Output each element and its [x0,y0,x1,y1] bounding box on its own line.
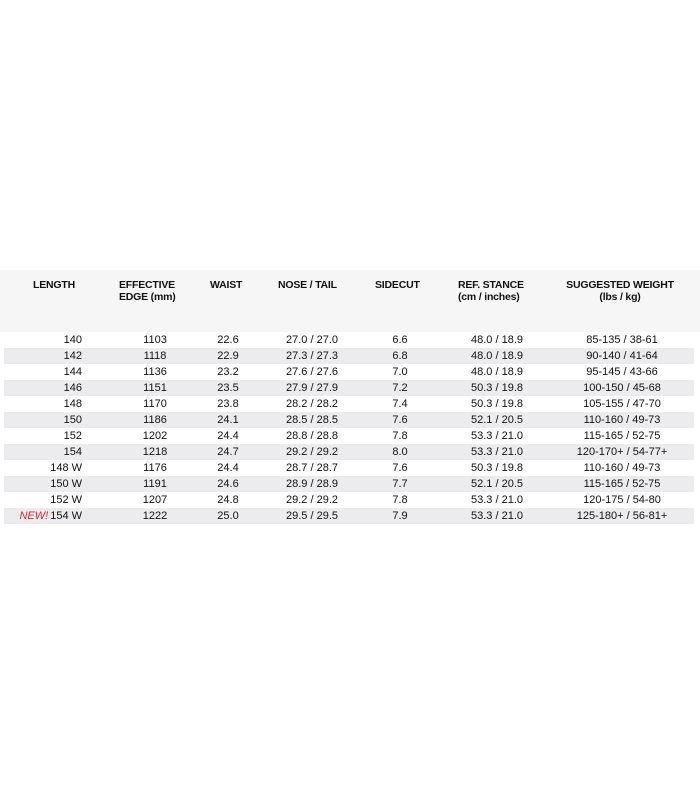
cell-waist: 24.4 [217,462,239,474]
table-row [4,428,694,444]
header-effective-edge-line2: EDGE (mm) [119,291,176,303]
table-row [4,364,694,380]
header-suggested-weight [564,279,676,303]
cell-suggested-weight: 95-145 / 43-66 [586,366,658,378]
table-row [4,332,694,348]
header-suggested-weight-line2: (lbs / kg) [599,291,641,303]
cell-waist: 24.1 [217,414,239,426]
cell-suggested-weight: 115-165 / 52-75 [583,430,661,442]
cell-ref-stance: 53.3 / 21.0 [471,446,523,458]
header-ref-stance [458,279,524,303]
cell-suggested-weight: 120-175 / 54-80 [583,494,661,506]
cell-nose-tail: 27.6 / 27.6 [286,366,338,378]
header-effective-edge [119,279,176,303]
cell-ref-stance: 50.3 / 19.8 [471,382,523,394]
cell-sidecut: 7.0 [392,366,408,378]
cell-suggested-weight: 125-180+ / 56-81+ [576,510,668,522]
cell-length [50,478,82,490]
cell-length-value: 150 [63,414,82,426]
cell-ref-stance: 52.1 / 20.5 [471,414,523,426]
cell-waist: 24.4 [217,430,239,442]
cell-length-value: 146 [63,382,82,394]
cell-sidecut: 7.7 [392,478,408,490]
cell-ref-stance: 48.0 / 18.9 [471,334,523,346]
cell-ref-stance: 48.0 / 18.9 [471,366,523,378]
header-sidecut: SIDECUT [375,279,420,291]
cell-nose-tail: 29.2 / 29.2 [286,446,338,458]
cell-waist: 22.9 [217,350,239,362]
table-body [0,332,700,524]
cell-ref-stance: 53.3 / 21.0 [471,430,523,442]
cell-nose-tail: 27.9 / 27.9 [286,382,338,394]
cell-effective-edge: 1191 [143,478,167,490]
cell-effective-edge: 1103 [143,334,167,346]
cell-nose-tail: 28.8 / 28.8 [286,430,338,442]
cell-sidecut: 7.2 [392,382,408,394]
cell-nose-tail: 28.7 / 28.7 [286,462,338,474]
cell-ref-stance: 50.3 / 19.8 [471,398,523,410]
header-effective-edge-line1: EFFECTIVE [119,279,175,291]
table-row [4,444,694,460]
cell-effective-edge: 1151 [143,382,167,394]
cell-length [64,414,82,426]
cell-waist: 24.6 [217,478,239,490]
cell-ref-stance: 50.3 / 19.8 [471,462,523,474]
cell-effective-edge: 1186 [143,414,167,426]
table-header [0,270,700,332]
header-suggested-weight-line1: SUGGESTED WEIGHT [566,279,674,291]
table-row [4,396,694,412]
cell-length-value: 142 [63,350,82,362]
cell-ref-stance: 53.3 / 21.0 [471,494,523,506]
cell-waist: 23.2 [217,366,239,378]
table-row [4,492,694,508]
cell-sidecut: 7.6 [392,414,408,426]
cell-effective-edge: 1222 [142,510,168,522]
cell-nose-tail: 27.3 / 27.3 [286,350,338,362]
cell-length-value: 140 [63,334,82,346]
cell-waist: 22.6 [217,334,239,346]
cell-effective-edge: 1118 [143,350,167,362]
cell-suggested-weight: 90-140 / 41-64 [586,350,658,362]
cell-length-value: 154 [63,446,82,458]
cell-ref-stance: 48.0 / 18.9 [471,350,523,362]
cell-length [50,462,82,474]
cell-nose-tail: 28.2 / 28.2 [286,398,338,410]
cell-suggested-weight: 100-150 / 45-68 [583,382,661,394]
cell-nose-tail: 28.9 / 28.9 [286,478,338,490]
cell-effective-edge: 1170 [143,398,167,410]
cell-length [64,382,82,394]
cell-length-value: 152 W [50,494,82,506]
cell-sidecut: 7.4 [392,398,408,410]
header-ref-stance-line1: REF. STANCE [458,279,524,291]
cell-waist: 24.8 [217,494,239,506]
cell-suggested-weight: 105-155 / 47-70 [583,398,661,410]
cell-sidecut: 6.6 [392,334,408,346]
cell-nose-tail: 29.2 / 29.2 [286,494,338,506]
cell-sidecut: 7.8 [392,430,408,442]
cell-sidecut: 7.9 [392,510,408,522]
cell-waist: 24.7 [217,446,239,458]
cell-length [64,334,82,346]
cell-length-value: 148 W [50,462,82,474]
cell-length [64,350,82,362]
cell-nose-tail: 28.5 / 28.5 [286,414,338,426]
cell-nose-tail: 27.0 / 27.0 [286,334,338,346]
table-row [4,348,694,364]
cell-suggested-weight: 85-135 / 38-61 [586,334,658,346]
header-length: LENGTH [33,279,75,291]
cell-ref-stance: 53.3 / 21.0 [471,510,523,522]
cell-effective-edge: 1207 [142,494,168,506]
cell-nose-tail: 29.5 / 29.5 [286,510,338,522]
header-nose-tail: NOSE / TAIL [278,279,337,291]
cell-effective-edge: 1202 [142,430,168,442]
cell-length [64,366,82,378]
cell-ref-stance: 52.1 / 20.5 [471,478,523,490]
cell-sidecut: 6.8 [392,350,408,362]
cell-sidecut: 7.8 [392,494,408,506]
cell-waist: 25.0 [217,510,239,522]
cell-suggested-weight: 115-165 / 52-75 [583,478,661,490]
cell-effective-edge: 1176 [143,462,167,474]
cell-suggested-weight: 110-160 / 49-73 [583,414,661,426]
table-row [4,460,694,476]
cell-length [64,446,82,458]
table-row [4,476,694,492]
cell-waist: 23.5 [217,382,239,394]
cell-length [64,430,82,442]
cell-length-value: 144 [63,366,82,378]
header-ref-stance-line2: (cm / inches) [458,291,520,303]
cell-length [50,494,82,506]
new-badge: NEW! [19,510,49,522]
cell-suggested-weight: 120-170+ / 54-77+ [576,446,668,458]
table-row [4,412,694,428]
cell-suggested-weight: 110-160 / 49-73 [583,462,661,474]
cell-length-value: 150 W [50,478,82,490]
cell-waist: 23.8 [217,398,239,410]
cell-length [19,510,82,522]
cell-length-value: 152 [63,430,82,442]
table-row [4,508,694,524]
cell-length-value: 148 [63,398,82,410]
header-waist: WAIST [210,279,243,291]
cell-sidecut: 7.6 [392,462,408,474]
cell-sidecut: 8.0 [392,446,408,458]
cell-effective-edge: 1218 [142,446,168,458]
cell-length-value: 154 W [50,510,82,522]
specs-table [0,270,700,524]
cell-length [64,398,82,410]
table-row [4,380,694,396]
cell-effective-edge: 1136 [143,366,167,378]
